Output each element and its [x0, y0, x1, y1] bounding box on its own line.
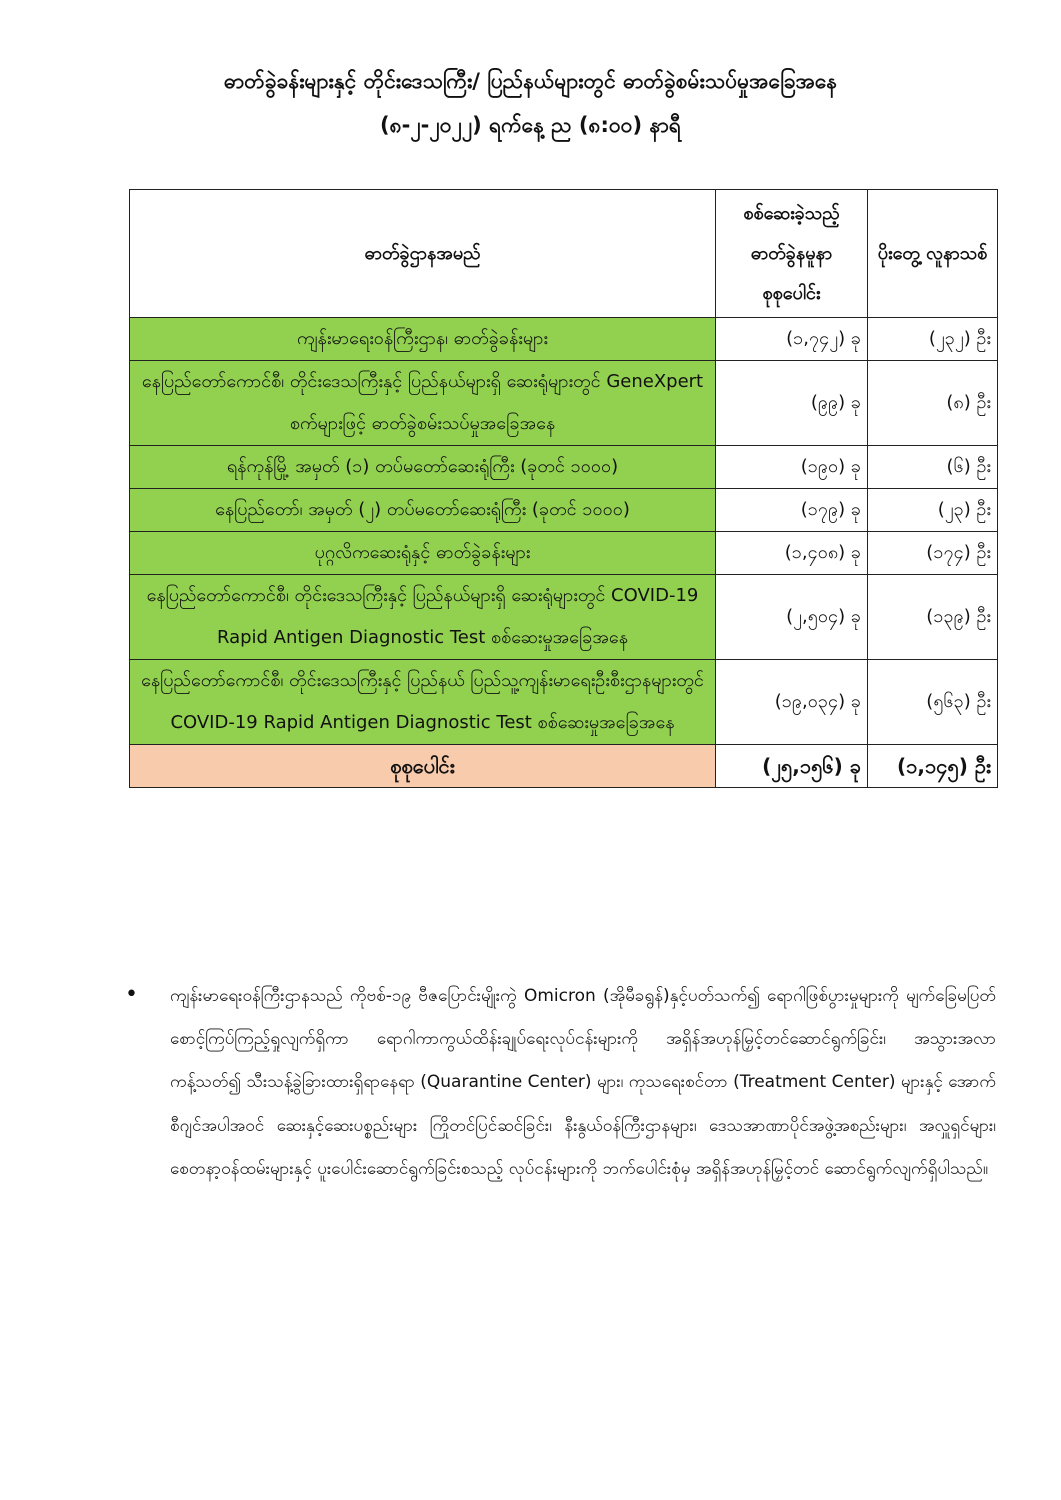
- total-label-cell: စုစုပေါင်း: [130, 745, 716, 788]
- samples-cell: (၁၉၀) ခု: [716, 446, 868, 489]
- positive-cell: (၈) ဦး: [868, 361, 998, 446]
- page-title-line2: (၈-၂-၂၀၂၂) ရက်နေ့ ည (၈:၀၀) နာရီ: [380, 113, 681, 137]
- samples-cell: (၁,၄၀၈) ခု: [716, 532, 868, 575]
- positive-cell: (၂၃) ဦး: [868, 489, 998, 532]
- positive-cell: (၁၇၄) ဦး: [868, 532, 998, 575]
- table-row: [130, 660, 998, 745]
- page-title-line1: ဓာတ်ခွဲခန်းများနှင့် တိုင်းဒေသကြီး/ ပြည်နယ်များတွင် ဓာတ်ခွဲစမ်းသပ်မှုအခြေအနေ: [223, 69, 838, 93]
- samples-cell: (၁,၇၄၂) ခု: [716, 318, 868, 361]
- table-row: [130, 575, 998, 660]
- samples-cell: (၂,၅၀၄) ခု: [716, 575, 868, 660]
- lab-name-cell: နေပြည်တော်ကောင်စီ၊ တိုင်းဒေသကြီးနှင့် ပြည်နယ်များရှိ ဆေးရုံများတွင် COVID-19 Rapid Antigen Diagnostic Test စစ်ဆေးမှုအခြေအနေ: [130, 575, 716, 660]
- body-paragraph: ကျန်းမာရေးဝန်ကြီးဌာနသည် ကိုဗစ်-၁၉ ဗီဇပြောင်းမျိုးကွဲ Omicron (အိုမီခရွန်)နှင့်ပတ်သက်၍ ရောဂါဖြစ်ပွားမှုများကို မျက်ခြေမပြတ်စောင့်ကြပ်ကြည့်ရှုလျက်ရှိကာ ရောဂါကာကွယ်ထိန်းချုပ်ရေးလုပ်ငန်းများကို အရှိန်အဟုန်မြှင့်တင်ဆောင်ရွက်ခြင်း၊ အသွားအလာကန့်သတ်၍ သီးသန့်ခွဲခြားထားရှိရာနေရာ (Quarantine Center) များ၊ ကုသရေးစင်တာ (Treatment Center) များနှင့် အောက်စီဂျင်အပါအဝင် ဆေးနှင့်ဆေးပစ္စည်းများ ကြိုတင်ပြင်ဆင်ခြင်း၊ နီးနွယ်ဝန်ကြီးဌာနများ၊ ဒေသအာဏာပိုင်အဖွဲ့အစည်းများ၊ အလှူရှင်များ၊ စေတနာ့ဝန်ထမ်းများနှင့် ပူးပေါင်းဆောင်ရွက်ခြင်းစသည့် လုပ်ငန်းများကို ဘက်ပေါင်းစုံမှ အရှိန်အဟုန်မြှင့်တင် ဆောင်ရွက်လျက်ရှိပါသည်။: [170, 986, 996, 1179]
- lab-name-cell: ရန်ကုန်မြို့ အမှတ် (၁) တပ်မတော်ဆေးရုံကြီး (ခုတင် ၁၀၀၀): [130, 446, 716, 489]
- column-header-positive: ပိုးတွေ့ လူနာသစ်: [868, 190, 998, 318]
- table-row: [130, 446, 998, 489]
- samples-cell: (၁၉,၀၃၄) ခု: [716, 660, 868, 745]
- lab-name-cell: နေပြည်တော်ကောင်စီ၊ တိုင်းဒေသကြီးနှင့် ပြည်နယ် ပြည်သူ့ကျန်းမာရေးဦးစီးဌာနများတွင် COVID-19 Rapid Antigen Diagnostic Test စစ်ဆေးမှုအခြေအနေ: [130, 660, 716, 745]
- table-total-row: [130, 745, 998, 788]
- lab-testing-table: [129, 189, 998, 788]
- table-row: [130, 361, 998, 446]
- bullet-point: •: [125, 982, 138, 1007]
- positive-cell: (၁၃၉) ဦး: [868, 575, 998, 660]
- table-row: [130, 532, 998, 575]
- lab-name-cell: ကျန်းမာရေးဝန်ကြီးဌာန၊ ဓာတ်ခွဲခန်းများ: [130, 318, 716, 361]
- column-header-lab-name: ဓာတ်ခွဲဌာနအမည်: [130, 190, 716, 318]
- samples-cell: (၉၉) ခု: [716, 361, 868, 446]
- table-row: [130, 318, 998, 361]
- lab-name-cell: ပုဂ္ဂလိကဆေးရုံနှင့် ဓာတ်ခွဲခန်းများ: [130, 532, 716, 575]
- total-samples-cell: (၂၅,၁၅၆) ခု: [716, 745, 868, 788]
- samples-cell: (၁၇၉) ခု: [716, 489, 868, 532]
- column-header-samples: စစ်ဆေးခဲ့သည့် ဓာတ်ခွဲနမူနာ စုစုပေါင်း: [716, 190, 868, 318]
- total-positive-cell: (၁,၁၄၅) ဦး: [868, 745, 998, 788]
- table-row: [130, 489, 998, 532]
- table-header-row: [130, 190, 998, 318]
- lab-name-cell: နေပြည်တော်၊ အမှတ် (၂) တပ်မတော်ဆေးရုံကြီး (ခုတင် ၁၀၀၀): [130, 489, 716, 532]
- positive-cell: (၆) ဦး: [868, 446, 998, 489]
- lab-name-cell: နေပြည်တော်ကောင်စီ၊ တိုင်းဒေသကြီးနှင့် ပြည်နယ်များရှိ ဆေးရုံများတွင် GeneXpert စက်များဖြင့် ဓာတ်ခွဲစမ်းသပ်မှုအခြေအနေ: [130, 361, 716, 446]
- positive-cell: (၅၆၃) ဦး: [868, 660, 998, 745]
- positive-cell: (၂၃၂) ဦး: [868, 318, 998, 361]
